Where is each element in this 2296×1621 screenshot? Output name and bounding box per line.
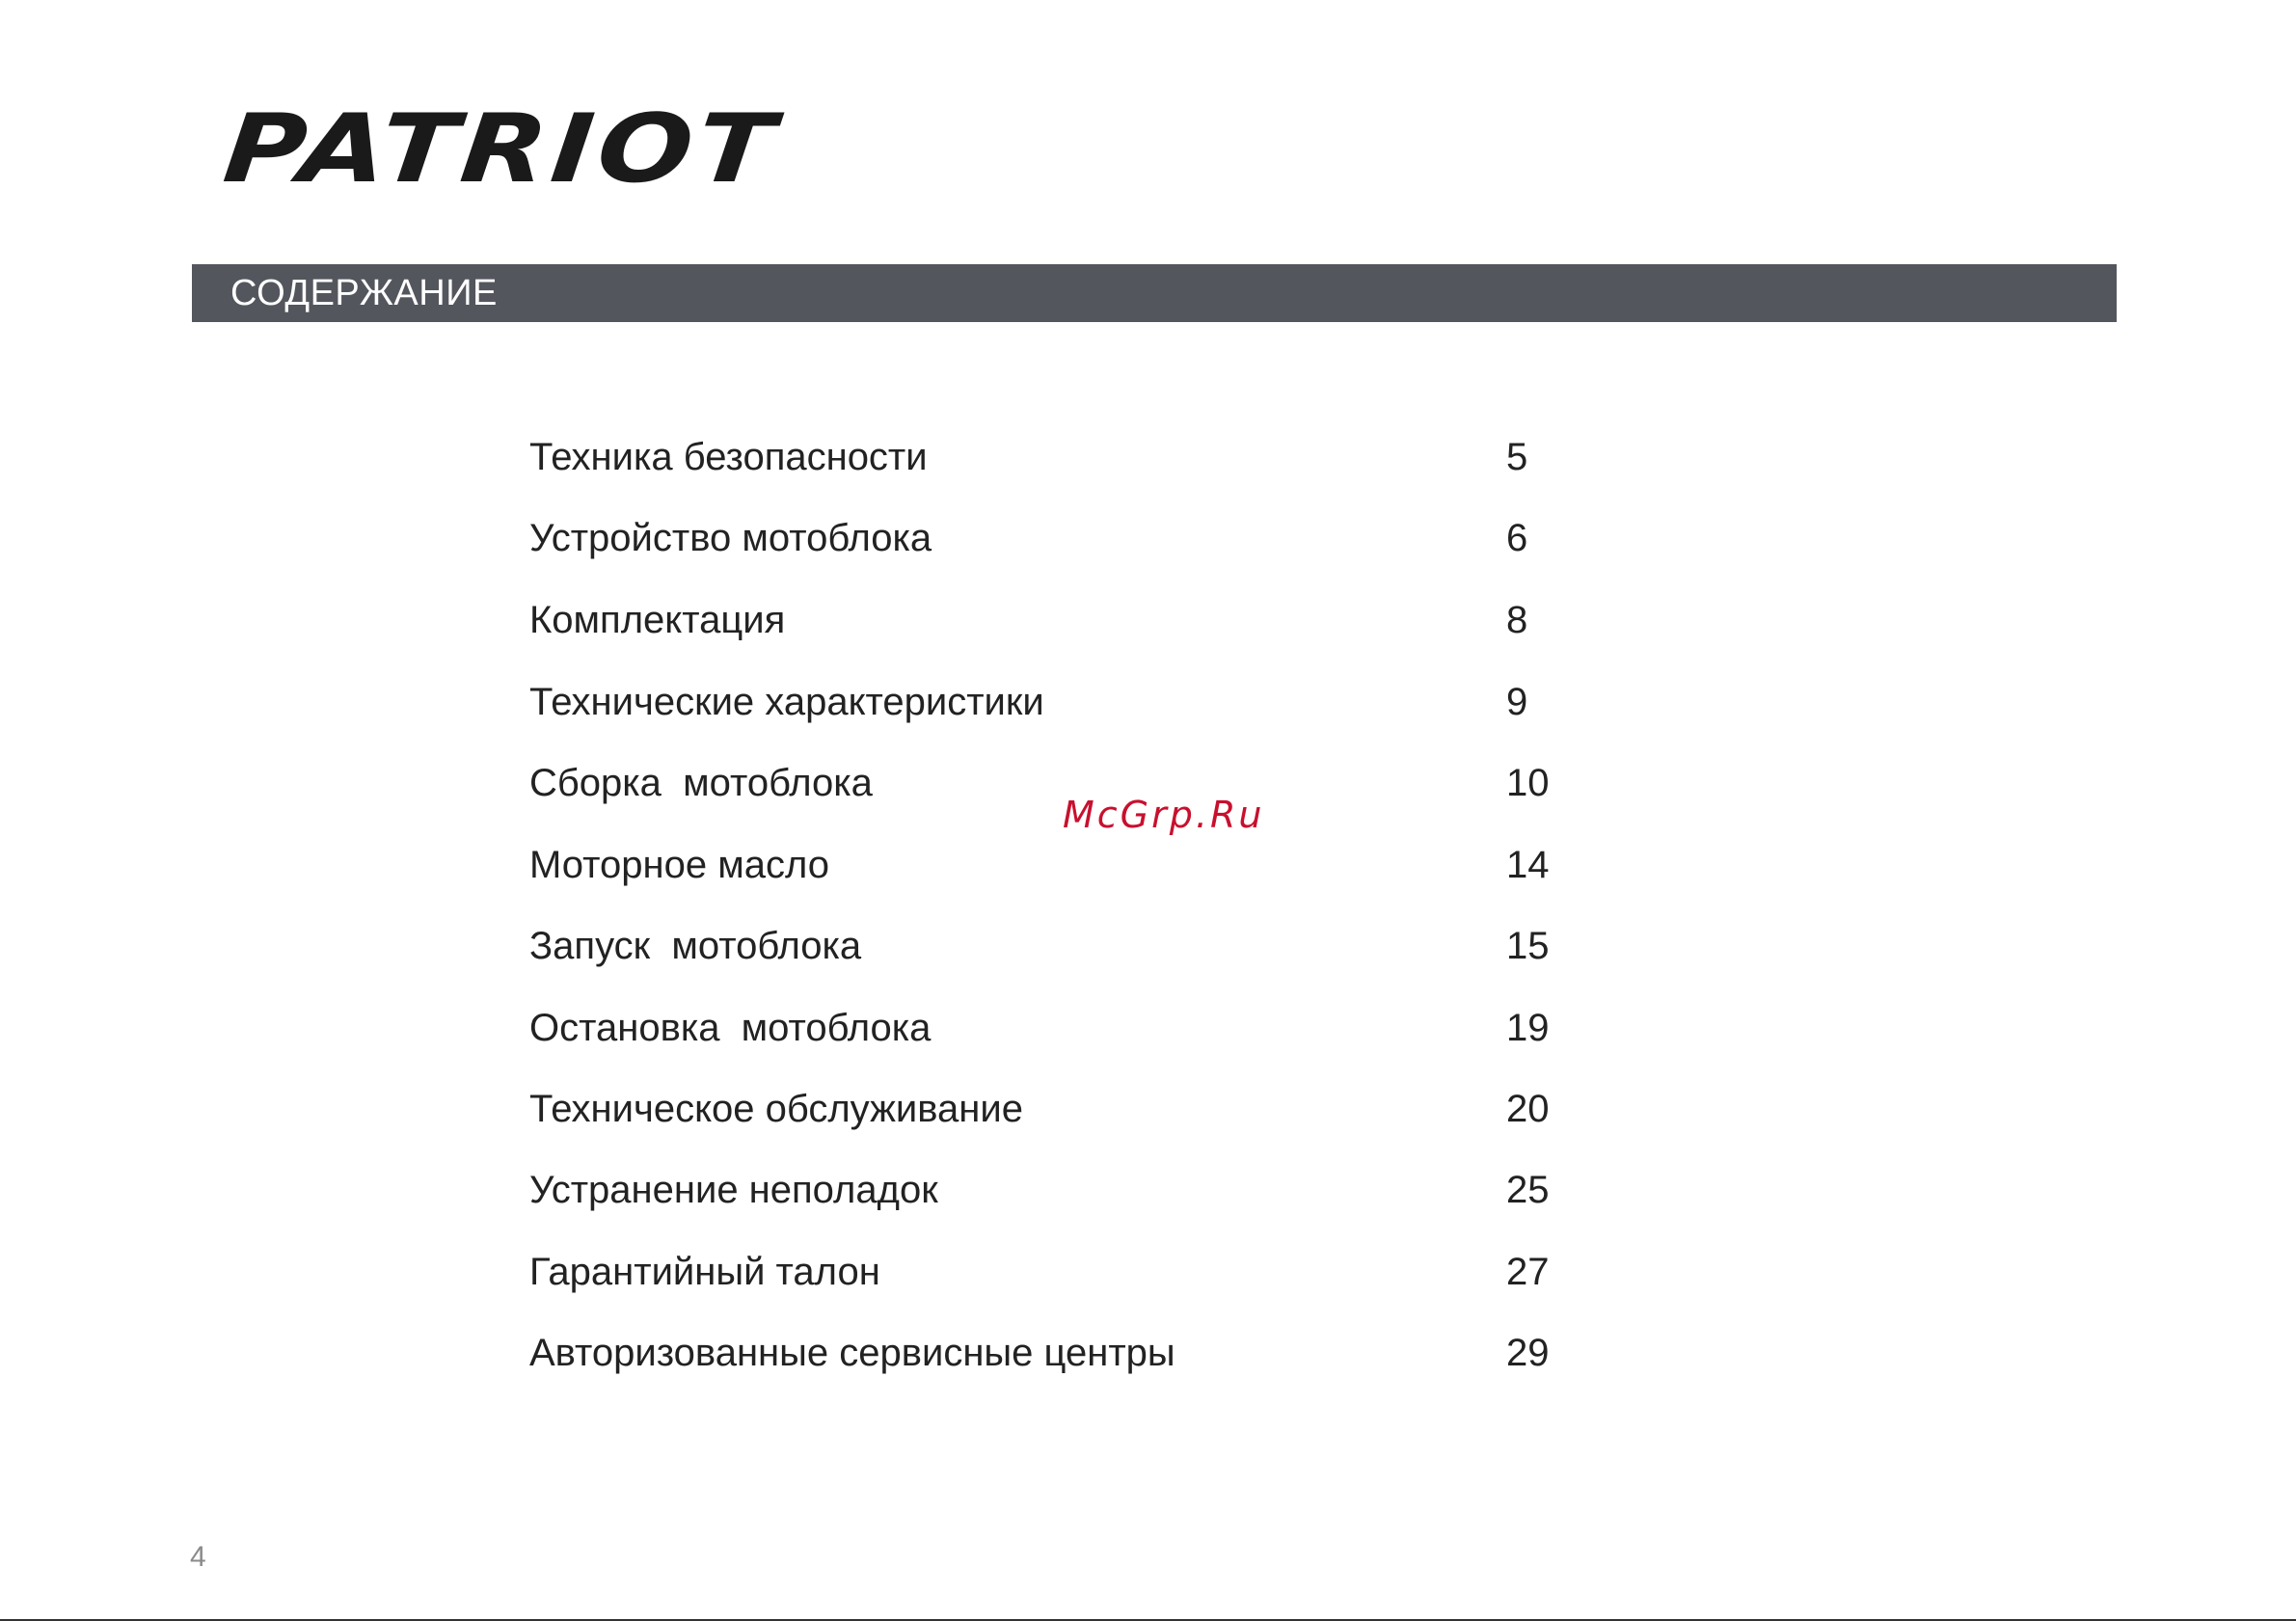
section-title: СОДЕРЖАНИЕ — [230, 273, 498, 313]
toc-item-title: Техника безопасности — [529, 436, 928, 478]
toc-item-page: 5 — [1506, 436, 1528, 478]
patriot-logo: PATRIOT — [218, 95, 784, 204]
watermark: McGrp.Ru — [1063, 794, 1265, 836]
toc-item-title: Технические характеристики — [529, 681, 1044, 723]
toc-item-engine-oil[interactable] — [529, 836, 1590, 894]
toc-item-maintenance[interactable] — [529, 1080, 1590, 1138]
toc-item-troubleshooting[interactable] — [529, 1161, 1590, 1219]
toc-item-title: Техническое обслуживание — [529, 1088, 1023, 1130]
toc-item-safety[interactable] — [529, 428, 1590, 486]
toc-item-page: 15 — [1506, 925, 1550, 967]
toc-item-page: 20 — [1506, 1088, 1550, 1130]
toc-item-title: Сборка мотоблока — [529, 762, 873, 804]
toc-item-title: Моторное масло — [529, 844, 829, 886]
toc-item-specifications[interactable] — [529, 673, 1590, 731]
toc-item-page: 8 — [1506, 599, 1528, 641]
toc-item-assembly[interactable] — [529, 754, 1590, 812]
toc-item-stop[interactable] — [529, 999, 1590, 1057]
toc-item-start[interactable] — [529, 917, 1590, 975]
page-number: 4 — [190, 1541, 206, 1573]
toc-item-page: 25 — [1506, 1169, 1550, 1211]
toc-item-page: 29 — [1506, 1332, 1550, 1374]
toc-item-device[interactable] — [529, 509, 1590, 567]
toc-item-title: Запуск мотоблока — [529, 925, 862, 967]
toc-item-page: 6 — [1506, 517, 1528, 559]
toc-item-title: Гарантийный талон — [529, 1251, 880, 1293]
toc-item-title: Авторизованные сервисные центры — [529, 1332, 1175, 1374]
toc-item-page: 10 — [1506, 762, 1550, 804]
toc-item-title: Устройство мотоблока — [529, 517, 932, 559]
toc-item-title: Устранение неполадок — [529, 1169, 938, 1211]
toc-item-service-centers[interactable] — [529, 1324, 1590, 1382]
toc-item-title: Остановка мотоблока — [529, 1007, 932, 1049]
toc-item-page: 9 — [1506, 681, 1528, 723]
toc-item-package[interactable] — [529, 591, 1590, 649]
toc-item-page: 14 — [1506, 844, 1550, 886]
toc-item-warranty[interactable] — [529, 1243, 1590, 1301]
toc-item-page: 19 — [1506, 1007, 1550, 1049]
toc-item-title: Комплектация — [529, 599, 786, 641]
toc-item-page: 27 — [1506, 1251, 1550, 1293]
